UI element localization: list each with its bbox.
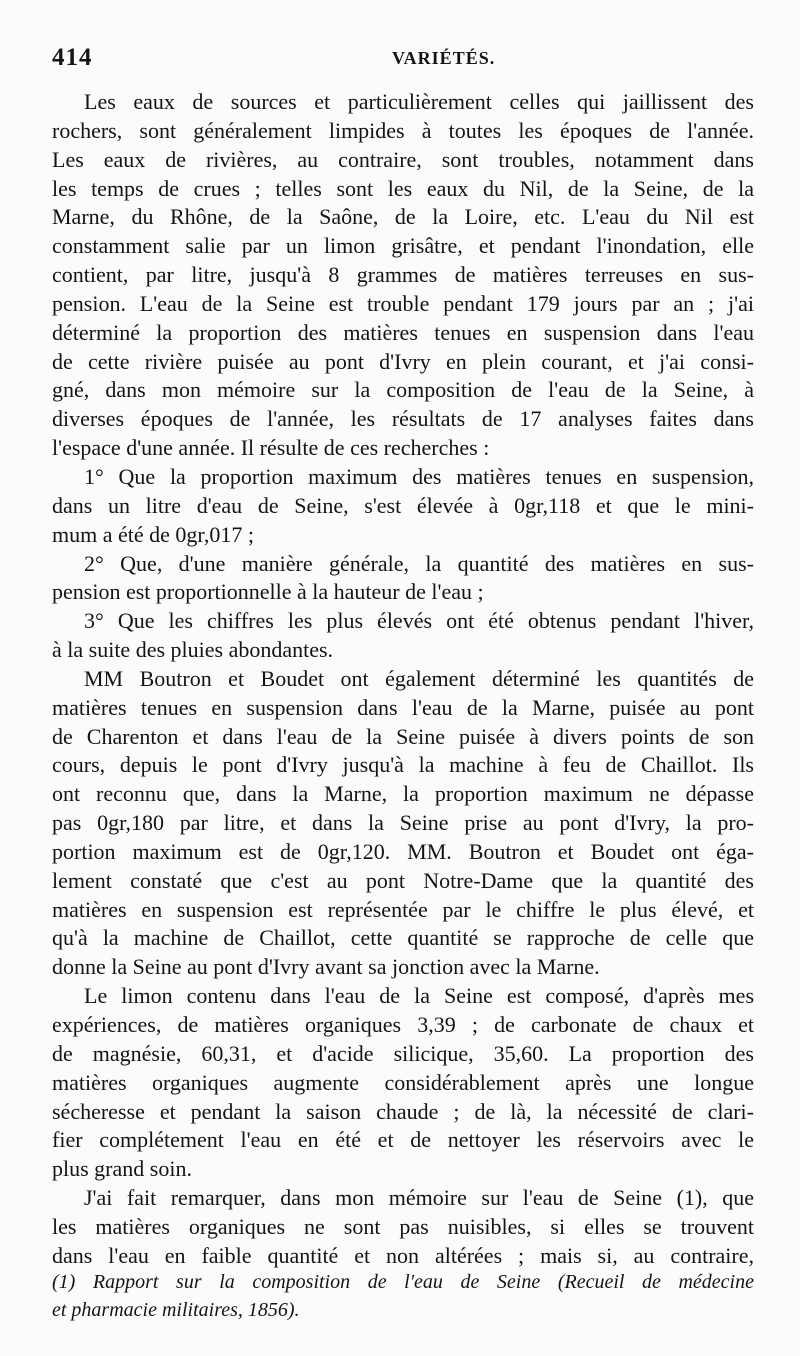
text-line: Les eaux de sources et particulièrement celles qui jaillissent des (84, 89, 754, 114)
text-line: de Charenton et dans l'eau de la Seine puisée à divers points de son (52, 723, 754, 749)
text-line: fier complétement l'eau en été et de nettoyer les réservoirs avec le (52, 1127, 754, 1153)
text-line: matières tenues en suspension dans l'eau de la Marne, puisée au pont (52, 694, 754, 720)
text-line: matières organiques augmente considérablement après une longue (52, 1069, 754, 1095)
page-number: 414 (52, 44, 93, 71)
text-line: Marne, du Rhône, de la Saône, de la Loire, etc. L'eau du Nil est (52, 204, 754, 230)
text-line: 3° Que les chiffres les plus élevés ont été obtenus pendant l'hiver, (84, 608, 754, 634)
page-header (52, 44, 752, 74)
text-line: pension. L'eau de la Seine est trouble pendant 179 jours par an ; j'ai (52, 290, 754, 316)
text-line: sécheresse et pendant la saison chaude ; de là, la nécessité de clari- (52, 1098, 754, 1124)
text-line: les temps de crues ; telles sont les eaux du Nil, de la Seine, de la (52, 175, 754, 201)
text-line: diverses époques de l'année, les résultats de 17 analyses faites dans (52, 406, 754, 432)
text-line: pension est proportionnelle à la hauteur de l'eau ; (52, 579, 484, 605)
text-line: les matières organiques ne sont pas nuisibles, si elles se trouvent (52, 1213, 754, 1239)
text-line: constamment salie par un limon grisâtre, et pendant l'inondation, elle (52, 233, 754, 259)
text-line: Le limon contenu dans l'eau de la Seine est composé, d'après mes (84, 983, 754, 1009)
text-line: 1° Que la proportion maximum des matières tenues en suspension, (84, 463, 754, 489)
text-line: à la suite des pluies abondantes. (52, 637, 334, 663)
text-line: déterminé la proportion des matières tenues en suspension dans l'eau (52, 319, 754, 345)
running-head: VARIÉTÉS. (392, 48, 496, 68)
text-line: donne la Seine au pont d'Ivry avant sa jonction avec la Marne. (52, 954, 600, 980)
text-line: ont reconnu que, dans la Marne, la proportion maximum ne dépasse (52, 781, 754, 807)
text-line: gné, dans mon mémoire sur la composition de l'eau de la Seine, à (52, 377, 754, 403)
text-line: expériences, de matières organiques 3,39 ; de carbonate de chaux et (52, 1012, 754, 1037)
text-line: matières en suspension est représentée par le chiffre le plus élevé, et (52, 896, 754, 922)
text-line: J'ai fait remarquer, dans mon mémoire sur l'eau de Seine (1), que (84, 1185, 754, 1211)
text-line: de magnésie, 60,31, et d'acide silicique, 35,60. La proportion des (52, 1040, 754, 1066)
text-line: dans l'eau en faible quantité et non altérées ; mais si, au contraire, (52, 1242, 754, 1268)
text-line: l'espace d'une année. Il résulte de ces recherches : (52, 435, 490, 461)
text-line: contient, par litre, jusqu'à 8 grammes de matières terreuses en sus- (52, 262, 754, 288)
text-line: qu'à la machine de Chaillot, cette quantité se rapproche de celle que (52, 925, 754, 951)
body-text (52, 88, 754, 1271)
text-line: lement constaté que c'est au pont Notre-Dame que la quantité des (52, 867, 754, 893)
text-line: mum a été de 0gr,017 ; (52, 521, 254, 547)
text-line: 2° Que, d'une manière générale, la quantité des matières en sus- (84, 550, 754, 576)
footnote-line: et pharmacie militaires, 1856). (52, 1299, 300, 1321)
text-line: plus grand soin. (52, 1156, 192, 1182)
text-line: dans un litre d'eau de Seine, s'est élevée à 0gr,118 et que le mini- (52, 492, 754, 518)
text-line: cours, depuis le pont d'Ivry jusqu'à la machine à feu de Chaillot. Ils (52, 752, 754, 778)
text-line: portion maximum est de 0gr,120. MM. Boutron et Boudet ont éga- (52, 838, 754, 864)
text-line: de cette rivière puisée au pont d'Ivry en plein courant, et j'ai consi- (52, 348, 754, 374)
text-line: rochers, sont généralement limpides à toutes les époques de l'année. (52, 117, 754, 143)
text-line: pas 0gr,180 par litre, et dans la Seine prise au pont d'Ivry, la pro- (52, 810, 754, 836)
text-line: Les eaux de rivières, au contraire, sont troubles, notamment dans (52, 146, 754, 172)
footnote-line: (1) Rapport sur la composition de l'eau de Seine (Recueil de médecine (52, 1271, 754, 1293)
text-line: MM Boutron et Boudet ont également déterminé les quantités de (84, 665, 754, 691)
footnote (52, 1268, 754, 1324)
